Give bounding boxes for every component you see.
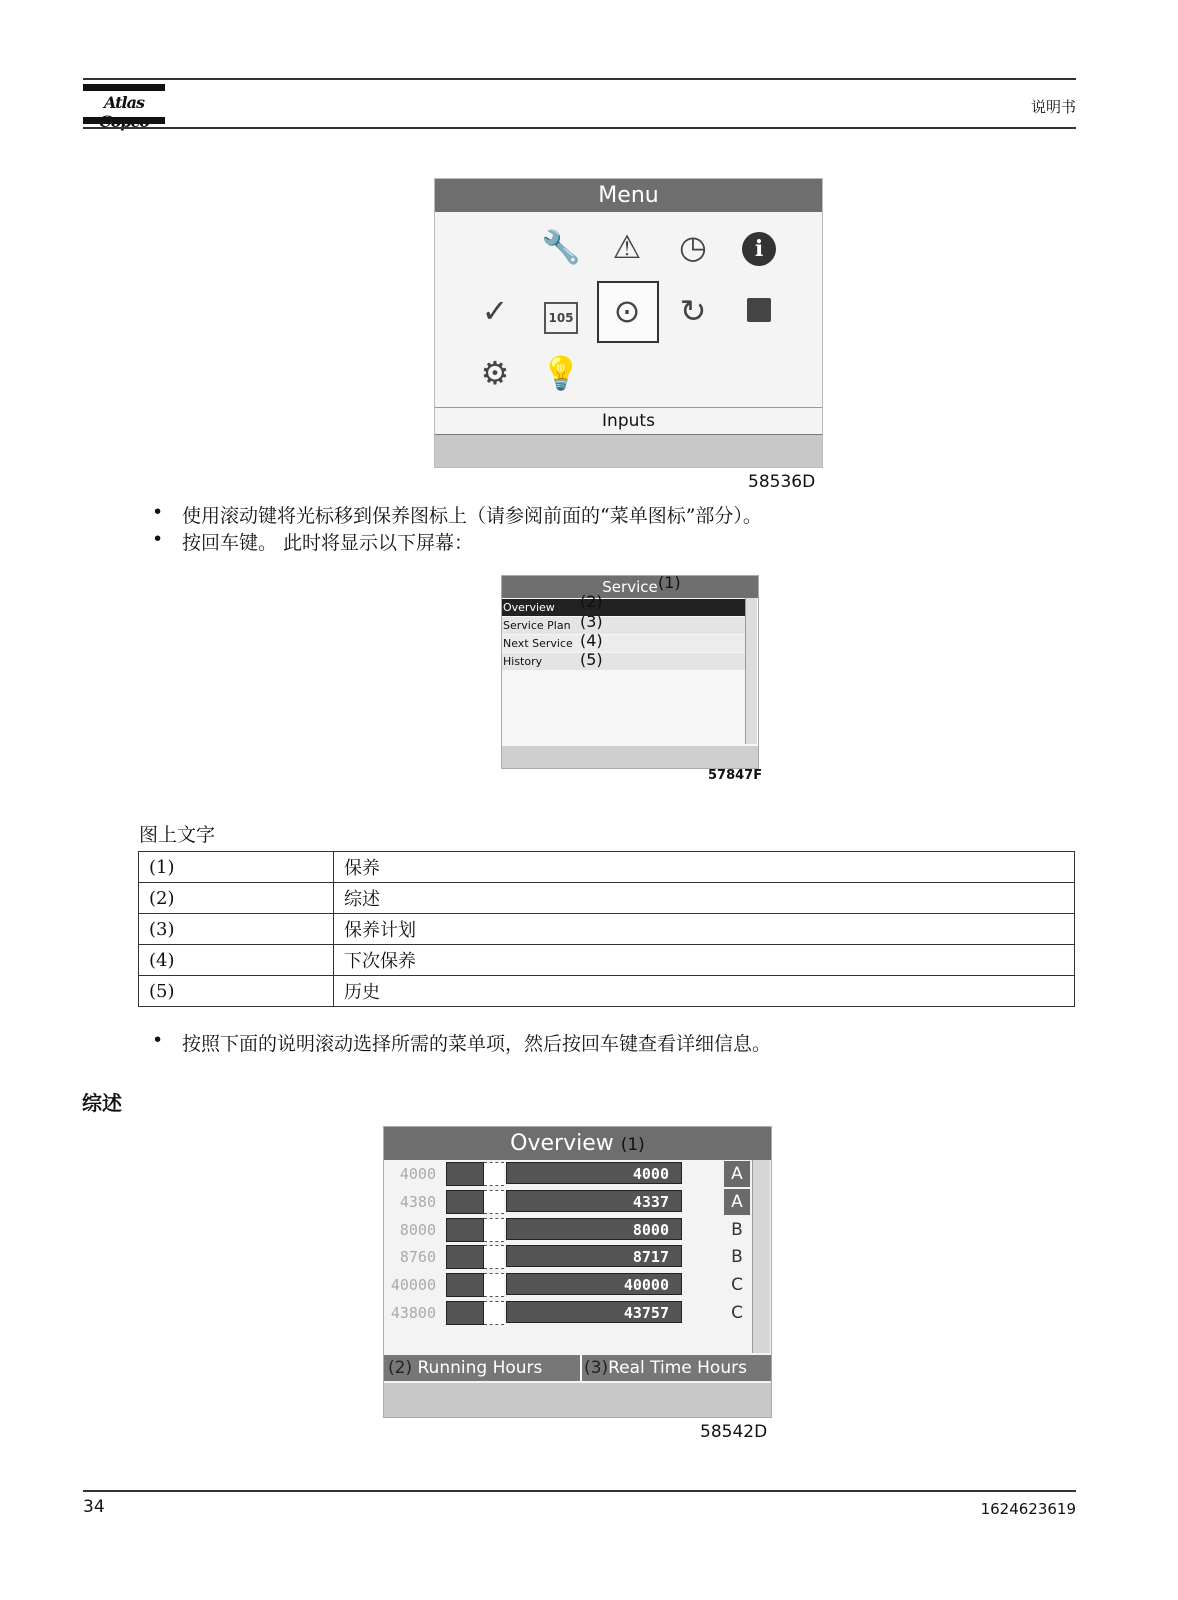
figure-code-overview: 58542D xyxy=(700,1422,768,1442)
checklist-icon: ✓ xyxy=(481,292,509,330)
save-icon xyxy=(737,289,781,333)
service-screen xyxy=(501,575,759,769)
service-scrollbar[interactable] xyxy=(745,598,757,744)
info-icon: i xyxy=(737,225,781,269)
legend-title: 图上文字 xyxy=(139,824,216,846)
section-title: 综述 xyxy=(82,1091,122,1115)
row-level: B xyxy=(731,1247,743,1267)
overview-title: Overview (1) xyxy=(384,1127,771,1160)
gears-icon: ⚙ xyxy=(480,354,510,392)
row-gap xyxy=(484,1245,504,1269)
tab-real-time-hours[interactable]: (3)Real Time Hours xyxy=(580,1355,775,1381)
row-value: 4337 xyxy=(506,1190,682,1212)
row-level: C xyxy=(731,1275,743,1295)
menu-screen xyxy=(434,178,823,468)
row-bar-left xyxy=(446,1190,484,1214)
table-row: (4) 下次保养 xyxy=(139,945,1075,976)
service-row-service-plan[interactable]: Service Plan xyxy=(502,617,745,634)
service-row-history[interactable]: History xyxy=(502,653,745,670)
row-gap xyxy=(484,1162,504,1186)
row-bar-left xyxy=(446,1301,484,1325)
service-title: Service xyxy=(502,576,758,598)
row-bar-left xyxy=(446,1245,484,1269)
settings-rotate-icon: ↻ xyxy=(679,292,707,330)
callout-1: (1) xyxy=(658,573,681,592)
doc-number: 1624623619 xyxy=(980,1500,1076,1518)
footer-rule xyxy=(83,1490,1076,1492)
callout-5: (5) xyxy=(580,650,603,669)
overview-tabs xyxy=(384,1355,771,1381)
row-gap xyxy=(484,1273,504,1297)
row-limit: 8760 xyxy=(399,1248,436,1266)
row-gap xyxy=(484,1218,504,1242)
clock-icon: ◷ xyxy=(679,228,707,266)
overview-footer xyxy=(384,1383,771,1417)
row-limit: 4000 xyxy=(399,1165,436,1183)
menu-footer xyxy=(435,435,822,467)
row-limit: 8000 xyxy=(399,1221,436,1239)
header-top-rule xyxy=(83,78,1076,80)
atlas-copco-logo: Atlas xyxy=(83,84,165,126)
legend-table xyxy=(138,851,1075,1007)
row-level: C xyxy=(731,1303,743,1323)
table-row: (2) 综述 xyxy=(139,883,1075,914)
row-value: 43757 xyxy=(506,1301,682,1323)
service-footer xyxy=(502,746,758,768)
wrench-icon: 🔧 xyxy=(541,228,581,266)
tab-running-hours[interactable]: (2) Running Hours xyxy=(388,1358,543,1378)
row-bar-left xyxy=(446,1273,484,1297)
overview-screen xyxy=(383,1126,772,1418)
row-value: 8717 xyxy=(506,1245,682,1267)
counter-icon: 105 xyxy=(539,289,583,333)
row-limit: 40000 xyxy=(390,1276,436,1294)
warning-icon: ⚠ xyxy=(612,228,642,266)
menu-selected-label: Inputs xyxy=(435,407,822,436)
callout-4: (4) xyxy=(580,631,603,650)
row-bar-left xyxy=(446,1162,484,1186)
row-value: 4000 xyxy=(506,1162,682,1184)
row-level: A xyxy=(724,1161,750,1187)
row-value: 40000 xyxy=(506,1273,682,1295)
header-bottom-rule xyxy=(83,127,1076,129)
row-bar-left xyxy=(446,1218,484,1242)
figure-code-menu: 58536D xyxy=(748,472,816,492)
row-value: 8000 xyxy=(506,1218,682,1240)
row-gap xyxy=(484,1190,504,1214)
document-type: 说明书 xyxy=(1030,98,1076,116)
row-limit: 43800 xyxy=(390,1304,436,1322)
row-level: B xyxy=(731,1220,743,1240)
row-gap xyxy=(484,1301,504,1325)
callout-3: (3) xyxy=(580,612,603,631)
page-number: 34 xyxy=(83,1497,105,1517)
menu-title: Menu xyxy=(435,179,822,212)
table-row: (3) 保养计划 xyxy=(139,914,1075,945)
service-row-overview[interactable]: Overview xyxy=(502,599,745,616)
callout-2: (2) xyxy=(580,592,603,611)
row-level: A xyxy=(724,1189,750,1215)
table-row: (5) 历史 xyxy=(139,976,1075,1007)
service-icon: ⊙ xyxy=(613,292,641,330)
service-row-next-service[interactable]: Next Service xyxy=(502,635,745,652)
table-row: (1) 保养 xyxy=(139,852,1075,883)
overview-scrollbar[interactable] xyxy=(752,1160,770,1353)
figure-code-service: 57847F xyxy=(708,768,763,783)
row-limit: 4380 xyxy=(399,1193,436,1211)
lightbulb-icon: 💡 xyxy=(541,354,581,392)
